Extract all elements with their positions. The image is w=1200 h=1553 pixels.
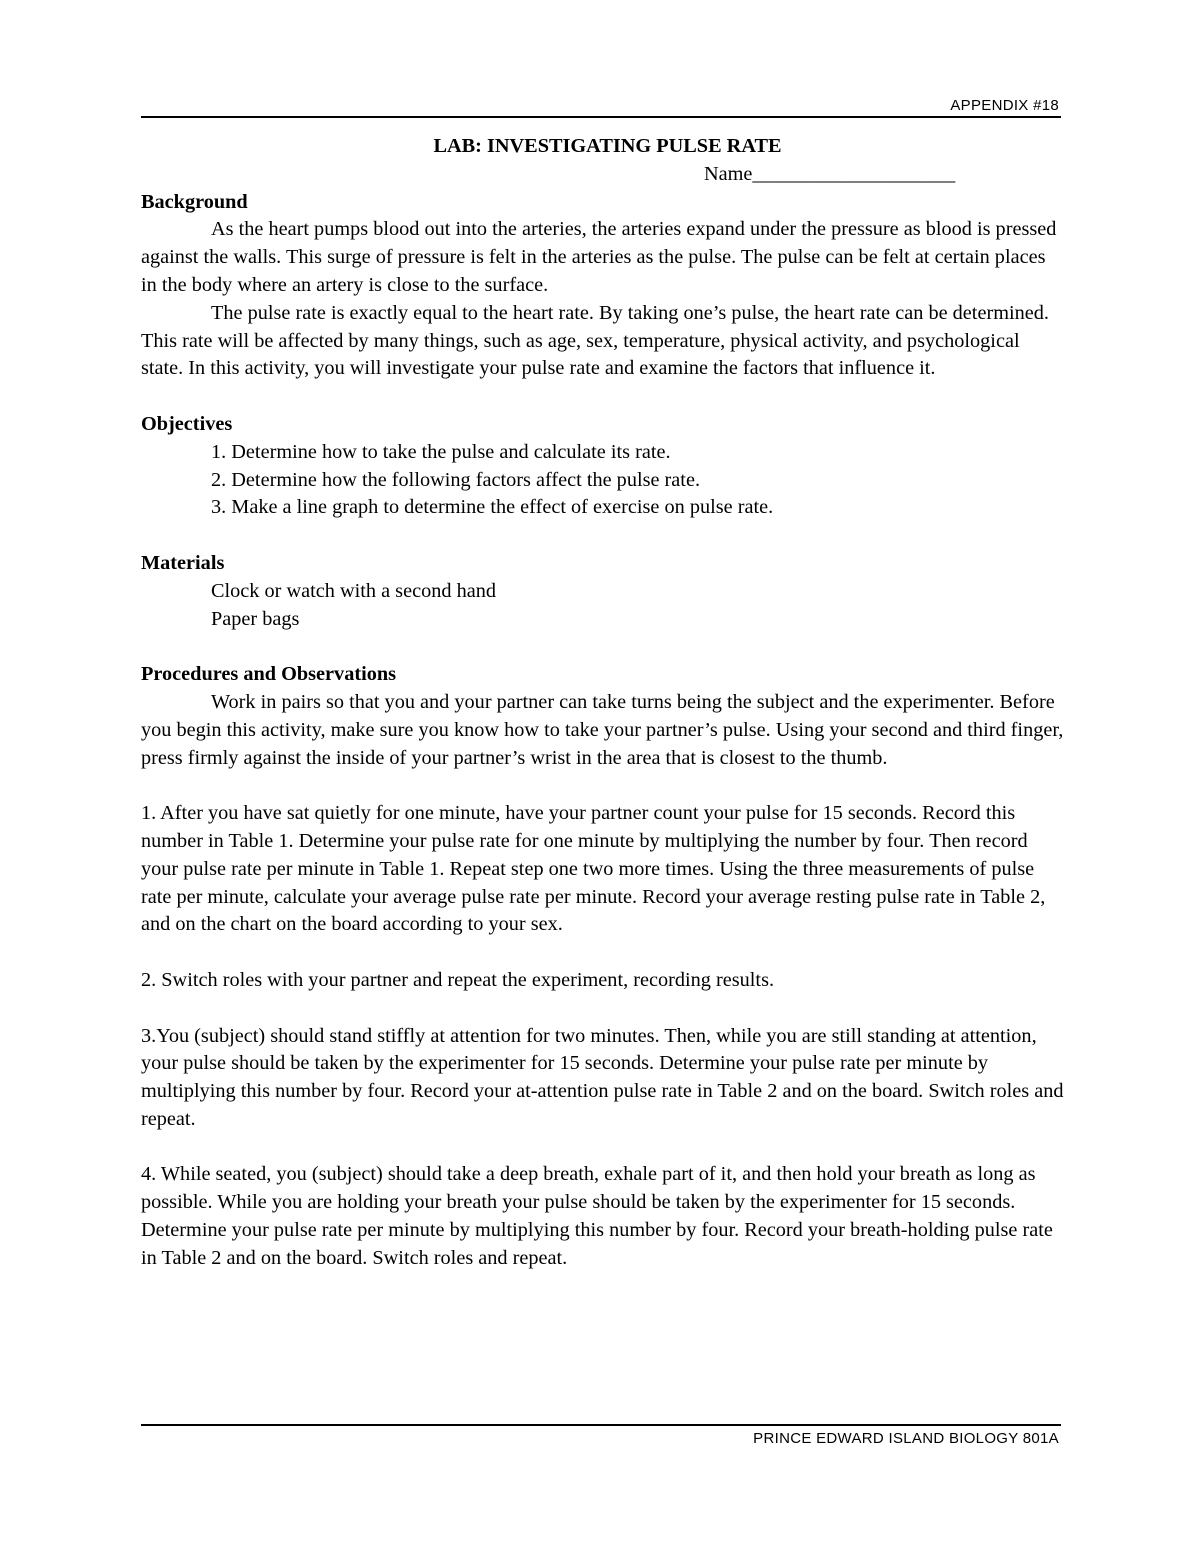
spacer [141, 383, 1066, 411]
document-body [141, 133, 1066, 1273]
procedures-intro: Work in pairs so that you and your partner can take turns being the subject and the experimenter. Before you begin this activity, make sure you know how to take your partner’s pulse. Using your second and third finger, press firmly against the inside of your partner’s wrist in the area that is closest to the thumb. [141, 690, 1064, 769]
procedure-step: 3.You (subject) should stand stiffly at attention for two minutes. Then, while you are still standing at attention, your pulse should be taken by the experimenter for 15 seconds. Determine your pulse rate per minute by multiplying this number by four. Record your at-attention pulse rate in Table 2 and on the board. Switch roles and repeat. [141, 1024, 1064, 1130]
course-label: PRINCE EDWARD ISLAND BIOLOGY 801A [753, 1430, 1059, 1447]
material-item: Paper bags [211, 607, 300, 630]
procedure-step: 2. Switch roles with your partner and repeat the experiment, recording results. [141, 968, 775, 991]
spacer [141, 995, 1066, 1023]
background-heading: Background [141, 190, 248, 213]
procedure-step: 4. While seated, you (subject) should take a deep breath, exhale part of it, and then hold your breath as long as possible. While you are holding your breath your pulse should be taken by the experimenter for 15 seconds. Determine your pulse rate per minute by multiplying this number by four. Record your breath-holding pulse rate in Table 2 and on the board. Switch roles and repeat. [141, 1163, 1053, 1269]
objective-item: 3. Make a line graph to determine the effect of exercise on pulse rate. [211, 496, 774, 519]
page-title: LAB: INVESTIGATING PULSE RATE [433, 135, 782, 157]
objective-item: 1. Determine how to take the pulse and calculate its rate. [211, 440, 671, 463]
objective-item: 2. Determine how the following factors affect the pulse rate. [211, 468, 701, 491]
materials-heading: Materials [141, 551, 225, 574]
material-item: Clock or watch with a second hand [211, 579, 496, 602]
header-rule [141, 116, 1061, 118]
spacer [141, 522, 1066, 550]
background-paragraph: The pulse rate is exactly equal to the heart rate. By taking one’s pulse, the heart rate can be determined. This rate will be affected by many things, such as age, sex, temperature, physical activity, and psychological state. In this activity, you will investigate your pulse rate and examine the factors that influence it. [141, 301, 1049, 380]
spacer [141, 939, 1066, 967]
spacer [141, 772, 1066, 800]
background-paragraph: As the heart pumps blood out into the arteries, the arteries expand under the pressure as blood is pressed against the walls. This surge of pressure is felt in the arteries as the pulse. The pulse can be felt at certain places in the body where an artery is close to the surface. [141, 218, 1057, 296]
footer-rule [141, 1424, 1061, 1426]
procedure-step: 1. After you have sat quietly for one minute, have your partner count your pulse for 15 seconds. Record this number in Table 1. Determine your pulse rate for one minute by multiplying the number by four. Then record your pulse rate per minute in Table 1. Repeat step one two more times. Using the three measurements of pulse rate per minute, calculate your average pulse rate per minute. Record your average resting pulse rate in Table 2, and on the chart on the board according to your sex. [141, 802, 1046, 936]
appendix-label: APPENDIX #18 [950, 97, 1059, 114]
objectives-heading: Objectives [141, 412, 233, 435]
procedures-heading: Procedures and Observations [141, 663, 397, 686]
name-field: Name____________________ [704, 162, 956, 185]
spacer [141, 633, 1066, 661]
spacer [141, 1134, 1066, 1162]
